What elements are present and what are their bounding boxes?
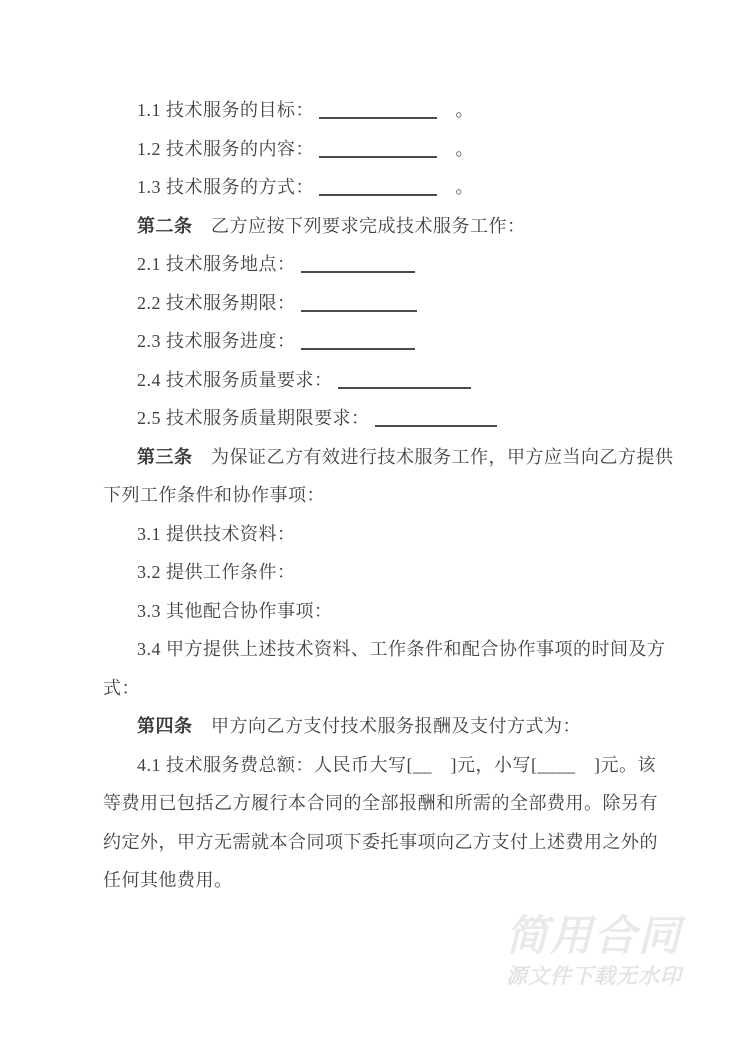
clause-heading: 第二条 [137,215,193,236]
line-text: 。 [437,100,474,120]
line-text: 3.1 提供技术资料： [137,523,296,544]
contract-body [103,91,674,900]
line-text: 2.2 技术服务期限： [137,292,296,313]
blank-underline [319,179,437,196]
watermark [494,912,694,990]
document-line [103,284,643,323]
line-text: 。 [437,138,474,159]
line-text: 2.5 技术服务质量期限要求： [137,408,370,428]
document-line [103,476,643,515]
blank-underline [375,410,497,427]
line-text: 3.3 其他配合协作事项： [137,600,333,621]
document-line [103,399,643,438]
line-text: 为保证乙方有效进行技术服务工作，甲方应当向乙方提供 [192,446,674,467]
line-text: 1.3 技术服务的方式： [137,177,314,197]
document-line [103,669,643,708]
blank-underline [319,141,437,158]
document-line [103,91,643,130]
document-line [103,438,674,477]
document-line [103,322,643,361]
line-text: 式： [103,677,140,698]
line-text: 3.2 提供工作条件： [137,562,296,582]
line-text: 。 [437,177,474,197]
document-line [103,168,643,207]
document-line [103,592,643,631]
document-line [103,746,656,785]
line-text: 乙方应按下列要求完成技术服务工作： [192,215,526,236]
document-line [103,630,666,669]
watermark-subtitle: 源文件下载无水印 [506,965,682,988]
blank-underline [338,372,471,389]
document-line [103,553,643,592]
blank-underline [301,295,417,312]
document-line [103,245,643,284]
line-text: 任何其他费用。 [103,870,233,890]
line-text: 2.3 技术服务进度： [137,331,296,351]
document-line [103,207,643,246]
clause-heading: 第四条 [137,716,193,736]
document-line [103,130,643,169]
line-text: 3.4 甲方提供上述技术资料、工作条件和配合协作事项的时间及方 [137,639,666,659]
blank-underline [301,333,415,350]
blank-underline [301,256,415,273]
watermark-title: 简用合同 [505,912,682,959]
document-line [103,361,643,400]
line-text: 2.4 技术服务质量要求： [137,369,333,390]
document-line [103,861,643,900]
document-line [103,707,643,746]
document-line [103,515,643,554]
line-text: 约定外，甲方无需就本合同项下委托事项向乙方支付上述费用之外的 [103,831,658,852]
line-text: 1.1 技术服务的目标： [137,100,314,120]
line-text: 1.2 技术服务的内容： [137,138,314,159]
document-line [103,784,658,823]
line-text: 4.1 技术服务费总额：人民币大写[__ ]元，小写[____ ]元。该 [137,754,656,775]
document-line [103,823,658,862]
line-text: 2.1 技术服务地点： [137,254,296,274]
line-text: 下列工作条件和协作事项： [103,485,325,505]
line-text: 等费用已包括乙方履行本合同的全部报酬和所需的全部费用。除另有 [103,793,658,813]
line-text: 甲方向乙方支付技术服务报酬及支付方式为： [192,716,581,736]
clause-heading: 第三条 [137,446,193,467]
blank-underline [319,102,437,119]
